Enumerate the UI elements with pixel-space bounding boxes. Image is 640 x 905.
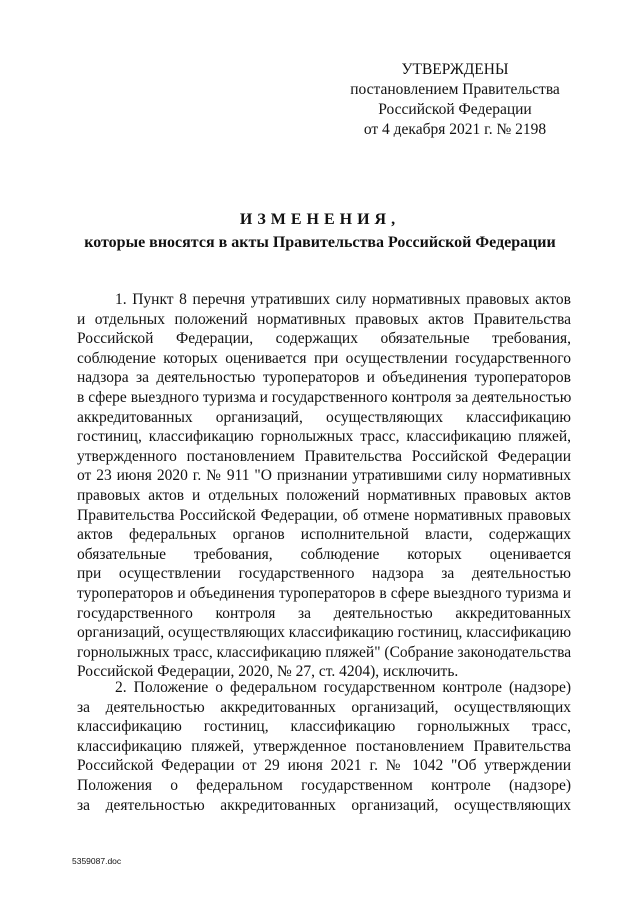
text-line: актов федеральных органов исполнительной власти, содержащих [77, 526, 571, 544]
text-line: соблюдение которых оценивается при осуществлении государственного [77, 349, 571, 367]
text-line: Российской Федерации, содержащих обязательные требования, [77, 330, 571, 348]
text-line: классификацию гостиниц, классификацию горнолыжных трасс, [77, 718, 571, 736]
file-name-footer: 5359087.doc [72, 856, 122, 866]
paragraph-1 [77, 290, 571, 682]
text-line: в сфере выездного туризма и государственного контроля за деятельностью [77, 388, 572, 406]
document-subtitle: которые вносятся в акты Правительства Российской Федерации [84, 234, 556, 251]
text-line: от 23 июня 2020 г. № 911 "О признании утратившими силу нормативных [77, 467, 571, 485]
text-line: Положения о федеральном государственном контроле (надзоре) [77, 776, 571, 794]
approval-issuer: постановлением Правительства [350, 81, 560, 98]
text-line: организаций, осуществляющих классификацию гостиниц, классификацию [77, 624, 572, 642]
text-line: правовых актов и отдельных положений нормативных правовых актов [77, 486, 571, 504]
approval-date-number: от 4 декабря 2021 г. № 2198 [363, 121, 547, 138]
document-title: ИЗМЕНЕНИЯ, [239, 211, 401, 228]
text-line: туроператоров и объединения туроператоров в сфере выездного туризма и [77, 584, 571, 602]
text-line: классификацию пляжей, утвержденное постановлением Правительства [77, 737, 571, 755]
text-line: при осуществлении государственного надзора за деятельностью [77, 565, 571, 583]
text-line: государственного контроля за деятельностью аккредитованных [77, 604, 571, 622]
paragraph-2 [77, 678, 571, 815]
approval-heading: УТВЕРЖДЕНЫ [401, 61, 509, 78]
approval-block [335, 60, 575, 140]
text-line: Правительства Российской Федерации, об отмене нормативных правовых [77, 506, 571, 524]
text-line: 2. Положение о федеральном государственном контроле (надзоре) [115, 679, 571, 696]
text-line: гостиниц, классификацию горнолыжных трасс, классификацию пляжей, [77, 428, 571, 446]
text-line: горнолыжных трасс, классификацию пляжей" (Собрание законодательства [77, 643, 572, 661]
text-line: 1. Пункт 8 перечня утративших силу нормативных правовых актов [115, 291, 571, 308]
text-line: и отдельных положений нормативных правовых актов Правительства [77, 310, 571, 328]
text-line: за деятельностью аккредитованных организаций, осуществляющих [77, 698, 571, 716]
text-line: Российской Федерации от 29 июня 2021 г. № 1042 "Об утверждении [77, 757, 571, 775]
text-line: за деятельностью аккредитованных организаций, осуществляющих [77, 796, 571, 814]
text-line: утвержденного постановлением Правительства Российской Федерации [77, 447, 571, 465]
approval-country: Российской Федерации [378, 101, 532, 118]
text-line: Российской Федерации, 2020, № 27, ст. 4204), исключить. [77, 663, 459, 681]
text-line: аккредитованных организаций, осуществляющих классификацию [77, 408, 571, 426]
text-line: надзора за деятельностью туроператоров и объединения туроператоров [77, 369, 571, 387]
text-line: обязательные требования, соблюдение которых оценивается [77, 545, 571, 563]
